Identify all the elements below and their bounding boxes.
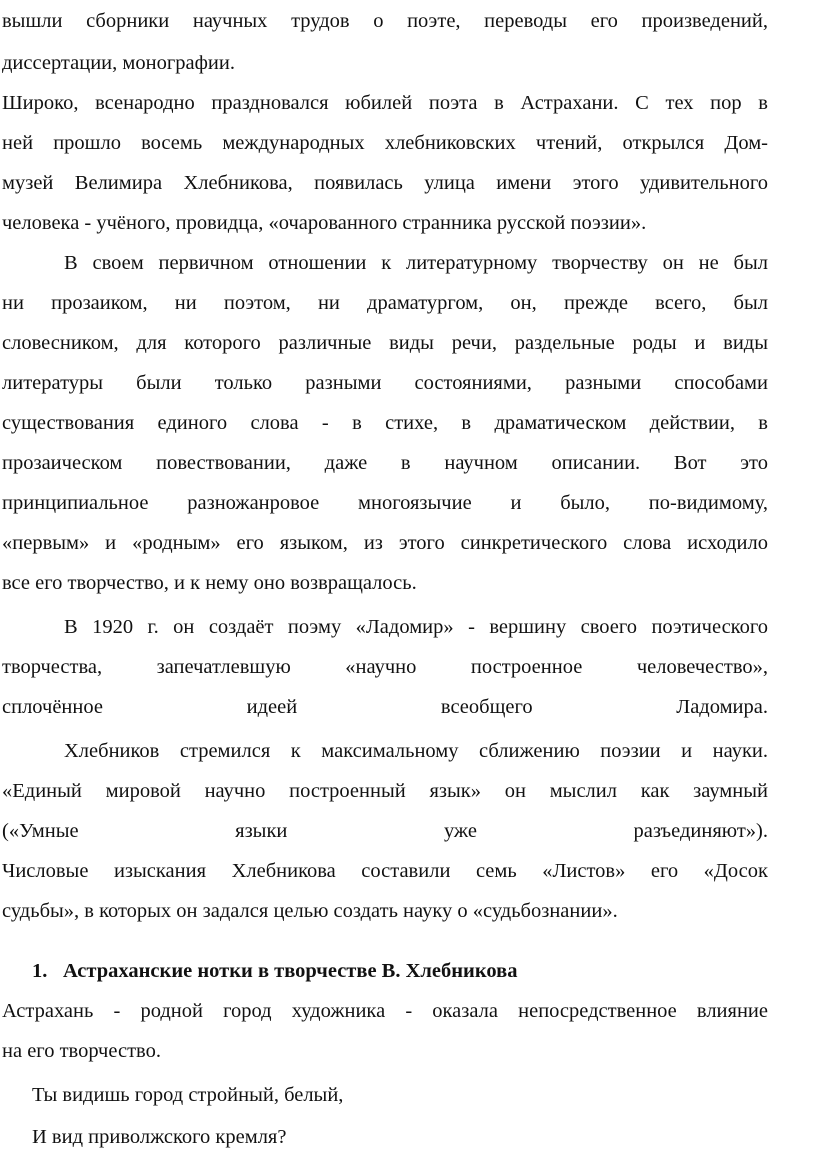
text-line: творчества, запечатлевшую «научно построенное человечество»,: [2, 656, 768, 678]
text-line: на его творчество.: [2, 1040, 161, 1062]
text-line: Астрахань - родной город художника - оказала непосредственное влияние: [2, 1000, 768, 1022]
text-line: «Единый мировой научно построенный язык» он мыслил как заумный: [2, 780, 768, 802]
text-line: вышли сборники научных трудов о поэте, переводы его произведений,: [2, 10, 768, 32]
text-line: «первым» и «родным» его языком, из этого синкретического слова исходило: [2, 532, 768, 554]
text-line: диссертации, монографии.: [2, 52, 235, 74]
text-line: все его творчество, и к нему оно возвращалось.: [2, 572, 417, 594]
text-line: Числовые изыскания Хлебникова составили семь «Листов» его «Досок: [2, 860, 768, 882]
text-line: сплочённое идеей всеобщего Ладомира.: [2, 696, 768, 718]
heading-number: 1.: [32, 960, 48, 982]
text-line: словесником, для которого различные виды речи, раздельные роды и виды: [2, 332, 768, 354]
text-line: прозаическом повествовании, даже в научном описании. Вот это: [2, 452, 768, 474]
text-line: В своем первичном отношении к литературному творчеству он не был: [64, 252, 768, 274]
text-line: принципиальное разножанровое многоязычие и было, по-видимому,: [2, 492, 768, 514]
text-line: судьбы», в которых он задался целью создать науку о «судьбознании».: [2, 900, 618, 922]
section-heading: Астраханские нотки в творчестве В. Хлебникова: [63, 960, 518, 982]
text-line: Широко, всенародно праздновался юбилей поэта в Астрахани. С тех пор в: [2, 92, 768, 114]
text-line: человека - учёного, провидца, «очарованного странника русской поэзии».: [2, 212, 647, 234]
text-line: («Умные языки уже разъединяют»).: [2, 820, 768, 842]
text-line: В 1920 г. он создаёт поэму «Ладомир» - вершину своего поэтического: [64, 616, 768, 638]
poem-line: И вид приволжского кремля?: [32, 1126, 287, 1148]
poem-line: Ты видишь город стройный, белый,: [32, 1084, 344, 1106]
text-line: существования единого слова - в стихе, в драматическом действии, в: [2, 412, 768, 434]
text-line: ней прошло восемь международных хлебниковских чтений, открылся Дом-: [2, 132, 768, 154]
text-line: ни прозаиком, ни поэтом, ни драматургом, он, прежде всего, был: [2, 292, 768, 314]
text-line: Хлебников стремился к максимальному сближению поэзии и науки.: [64, 740, 768, 762]
text-line: литературы были только разными состояниями, разными способами: [2, 372, 768, 394]
text-line: музей Велимира Хлебникова, появилась улица имени этого удивительного: [2, 172, 768, 194]
